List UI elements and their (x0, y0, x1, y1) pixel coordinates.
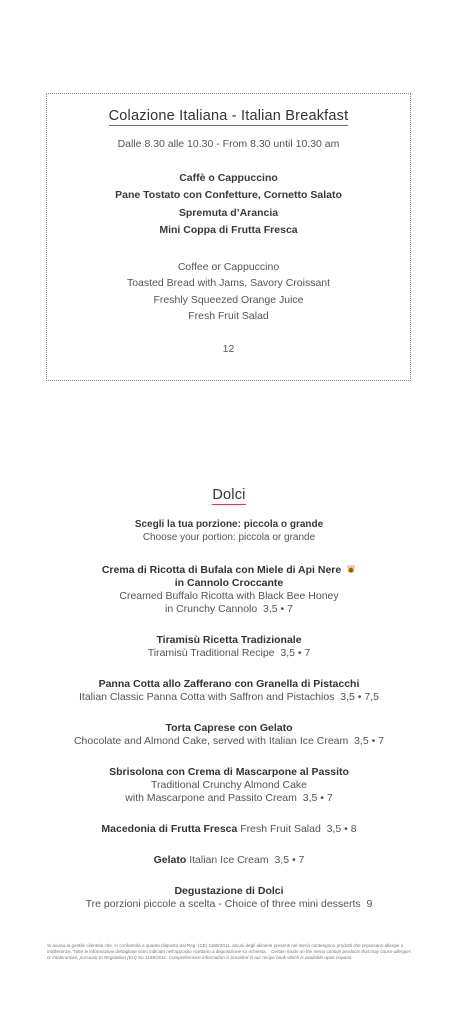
breakfast-items-english (47, 259, 410, 325)
dessert-price: 3,5 • 8 (326, 823, 357, 835)
dessert-price: 3,5 • 7 (354, 735, 385, 747)
portion-note-english: Choose your portion: piccola or grande (142, 531, 316, 543)
breakfast-section (46, 93, 411, 381)
breakfast-item: Pane Tostato con Confetture, Cornetto Salato (115, 189, 342, 202)
breakfast-item-en: Coffee or Cappuccino (177, 260, 280, 273)
dessert-item-tiramisu (0, 634, 458, 660)
dolci-section (0, 487, 458, 911)
dessert-item-gelato (0, 854, 458, 867)
breakfast-items-italian (47, 170, 410, 240)
allergen-note-italian: Si avvisa la gentile clientela che, in conformità a quanto disposto dal Reg. (CE) 1169/2011, alcuni degli alimenti presenti nel menù contengono prodotti che provocano allergie o intolleranze. Tutte le informazioni dettagliate sono indicate nell’apposito ricettario a disposizione su richiesta. (47, 943, 404, 955)
dessert-name: Tiramisù Ricetta Tradizionale (156, 634, 302, 646)
breakfast-item: Spremuta d’Arancia (178, 206, 279, 219)
dessert-price: 3,5 • 7 (280, 647, 311, 659)
breakfast-item-en: Freshly Squeezed Orange Juice (153, 293, 304, 306)
dessert-price: 3,5 • 7 (274, 854, 305, 866)
breakfast-item: Caffè o Cappuccino (179, 172, 278, 184)
breakfast-title: Colazione Italiana - Italian Breakfast (108, 108, 349, 124)
breakfast-price: 12 (222, 343, 235, 355)
dessert-name: Degustazione di Dolci (174, 885, 284, 897)
dessert-item-macedonia (0, 823, 458, 836)
dessert-item-panna-cotta (0, 678, 458, 704)
dessert-description: Tiramisù Traditional Recipe (147, 647, 275, 659)
dessert-name-line2: in Cannolo Croccante (174, 577, 284, 589)
dessert-price: 3,5 • 7,5 (340, 691, 379, 703)
dessert-price: 3,5 • 7 (263, 603, 293, 615)
dessert-name: Gelato (153, 854, 187, 866)
dessert-description: Italian Classic Panna Cotta with Saffron and Pistachios (78, 691, 335, 703)
breakfast-hours: Dalle 8.30 alle 10.30 - From 8.30 until 10.30 am (117, 138, 340, 150)
dessert-description-line2: with Mascarpone and Passito Cream (125, 792, 297, 804)
dessert-description-line2: in Crunchy Cannolo (164, 603, 258, 615)
dessert-name: Crema di Ricotta di Bufala con Miele di Api Nere (101, 564, 342, 576)
dessert-description: Traditional Crunchy Almond Cake (150, 779, 308, 791)
portion-note (0, 519, 458, 544)
dessert-name: Panna Cotta allo Zafferano con Granella di Pistacchi (98, 678, 360, 690)
dessert-name: Torta Caprese con Gelato (165, 722, 293, 734)
allergen-note-english: - Certain foods on the menu contain products that may cause allergies or intolerances, pursuant to Regulation (EU) No 1169/2011. Comprehensive information is provided in our recipe book which is available upon request. (47, 949, 411, 961)
dessert-name: Macedonia di Frutta Fresca (101, 823, 238, 835)
dessert-item-cannolo (0, 564, 458, 616)
portion-note-italian: Scegli la tua porzione: piccola o grande (134, 519, 324, 530)
dessert-price: 9 (366, 898, 373, 910)
dessert-description: Chocolate and Almond Cake, served with Italian Ice Cream (73, 735, 349, 747)
dessert-name: Sbrisolona con Crema di Mascarpone al Passito (109, 766, 349, 778)
breakfast-item-en: Fresh Fruit Salad (188, 310, 269, 323)
dolci-title: Dolci (212, 487, 246, 503)
dessert-item-degustazione (0, 885, 458, 911)
dessert-description: Tre porzioni piccole a scelta - Choice of three mini desserts (85, 898, 361, 910)
dessert-description: Italian Ice Cream (189, 854, 269, 866)
breakfast-item-en: Toasted Bread with Jams, Savory Croissant (126, 277, 331, 290)
bee-icon (346, 564, 356, 574)
dessert-description: Fresh Fruit Salad (240, 823, 321, 835)
dessert-item-sbrisolona (0, 766, 458, 805)
dessert-description: Creamed Buffalo Ricotta with Black Bee Honey (119, 590, 339, 602)
allergen-footnote (47, 943, 413, 962)
dessert-item-torta-caprese (0, 722, 458, 748)
dessert-price: 3,5 • 7 (302, 792, 333, 804)
breakfast-item: Mini Coppa di Frutta Fresca (159, 224, 298, 237)
